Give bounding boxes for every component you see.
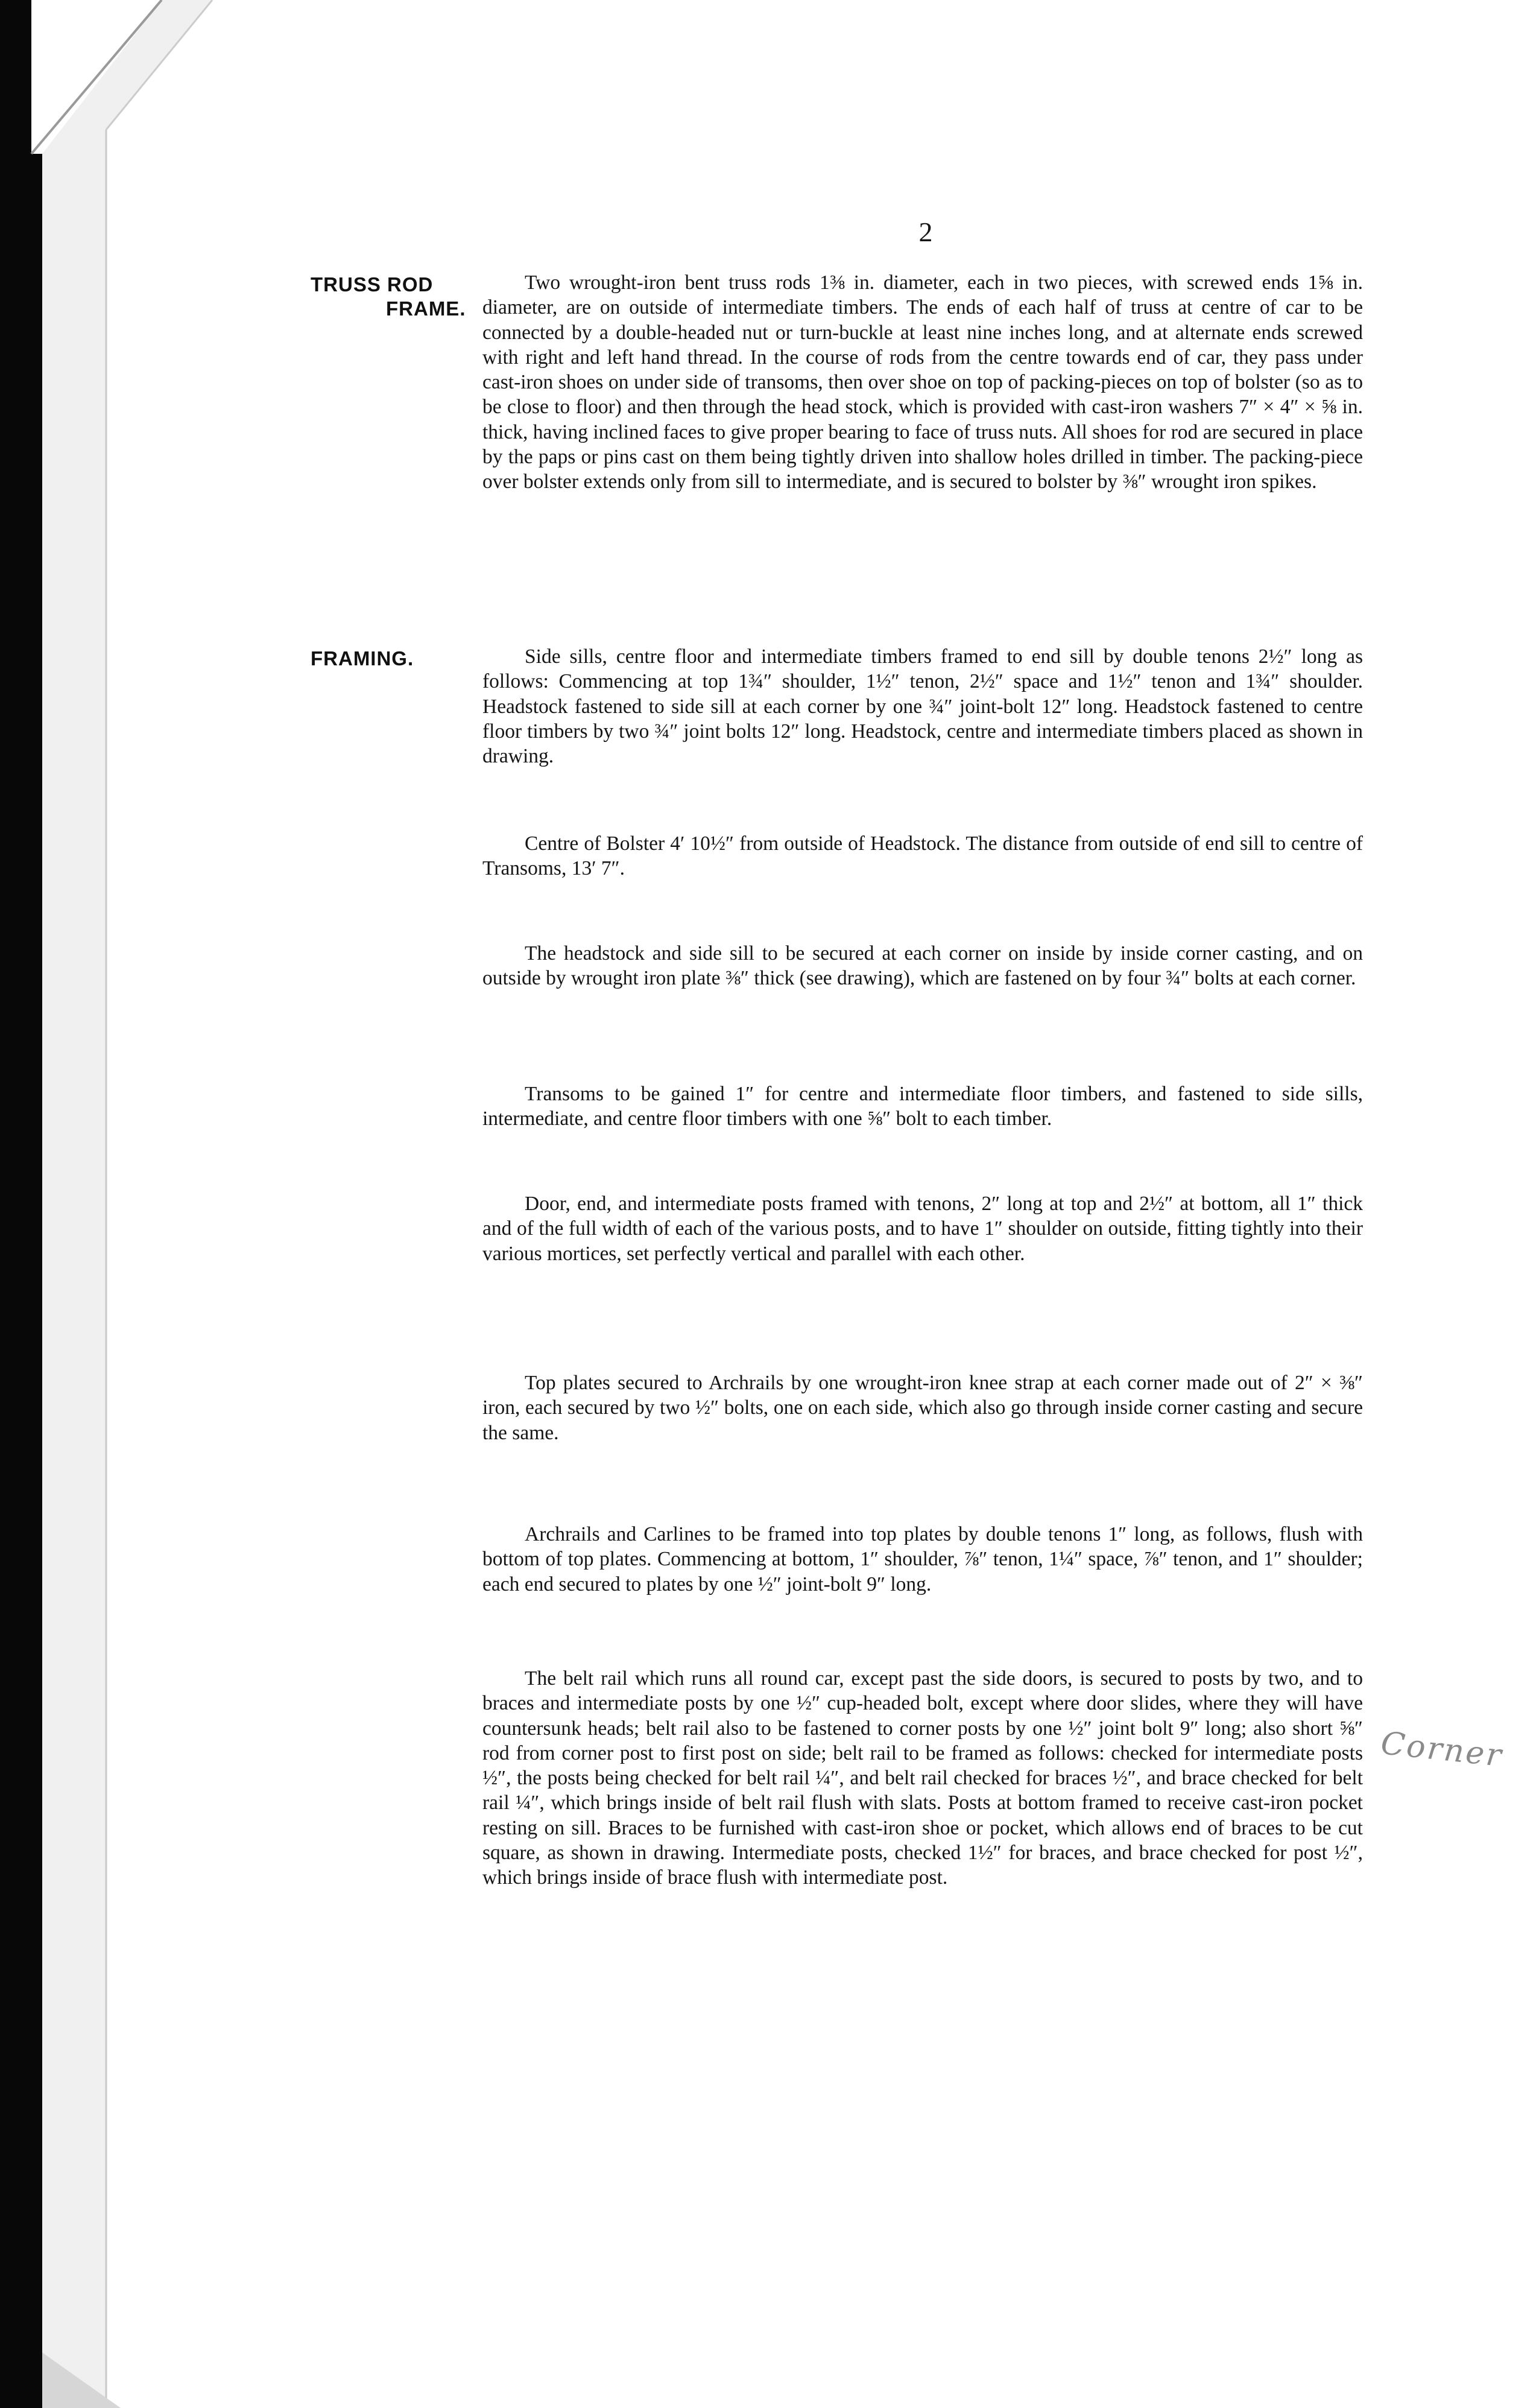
paragraph-text: Side sills, centre floor and intermediate timbers framed to end sill by double tenons 2½″ long as follows: Commencing at top 1¾″ shoulder, 1½″ tenon, 2½″ space and 1½″ tenon and 1¾″ shoulder. Headstock fastened to side sill at each corner by one ¾″ joint-bolt 12″ long. Headstock fastened to centre floor timbers by two ¾″ joint bolts 12″ long. Headstock, centre and intermediate timbers placed as shown in drawing.	[482, 645, 1363, 768]
heading-framing	[311, 647, 473, 671]
paragraph-truss-rod	[482, 270, 1363, 495]
paragraph-posts	[482, 1191, 1363, 1266]
paragraph-text: Door, end, and intermediate posts framed with tenons, 2″ long at top and 2½″ at bottom, all 1″ thick and of the full width of each of the various posts, and to have 1″ shoulder on outside, fitting tightly into their various mortices, set perfectly vertical and parallel with each other.	[482, 1193, 1363, 1265]
paragraph-text: Transoms to be gained 1″ for centre and intermediate floor timbers, and fastened to side sills, intermediate, and centre floor timbers with one ⅝″ bolt to each timber.	[482, 1083, 1363, 1130]
paragraph-belt-rail	[482, 1666, 1363, 1890]
paragraph-text: The belt rail which runs all round car, except past the side doors, is secured to posts by two, and to braces and intermediate posts by one ½″ cup-headed bolt, except where door slides, where they will have countersunk heads; belt rail also to be fastened to corner posts by one ½″ joint bolt 9″ long; also short ⅝″ rod from corner post to first post on side; belt rail to be framed as follows: checked for intermediate posts ½″, the posts being checked for belt rail ¼″, and belt rail checked for braces ½″, and brace checked for belt rail ¼″, which brings inside of belt rail flush with slats. Posts at bottom framed to receive cast-iron pocket resting on sill. Braces to be furnished with cast-iron shoe or pocket, which allows end of braces to be cut square, as shown in drawing. Intermediate posts, checked 1½″ for braces, and brace checked for post ½″, which brings inside of brace flush with intermediate post.	[482, 1667, 1363, 1889]
paragraph-bolster	[482, 831, 1363, 881]
heading-truss-rod-frame	[311, 273, 473, 321]
heading-line1: TRUSS ROD	[311, 273, 434, 296]
paragraph-top-plates	[482, 1370, 1363, 1445]
paragraph-text: Two wrought-iron bent truss rods 1⅜ in. diameter, each in two pieces, with screwed ends 1⅝ in. diameter, are on outside of intermediate timbers. The ends of each half of truss at centre of car to be connected by a double-headed nut or turn-buckle at least nine inches long, and at alternate ends screwed with right and left hand thread. In the course of rods from the centre towards end of car, they pass under cast-iron shoes on under side of transoms, then over shoe on top of packing-pieces on top of bolster (so as to be close to floor) and then through the head stock, which is provided with cast-iron washers 7″ × 4″ × ⅝ in. thick, having inclined faces to give proper bearing to face of truss nuts. All shoes for rod are secured in place by the paps or pins cast on them being tightly driven into shallow holes drilled in timber. The packing-piece over bolster extends only from sill to intermediate, and is secured to bolster by ⅜″ wrought iron spikes.	[482, 271, 1363, 493]
paragraph-side-sills	[482, 644, 1363, 768]
heading-line1: FRAMING.	[311, 647, 414, 670]
handwritten-margin-note: Corner	[1379, 1725, 1505, 1775]
paragraph-text: Archrails and Carlines to be framed into top plates by double tenons 1″ long, as follows, flush with bottom of top plates. Commencing at bottom, 1″ shoulder, ⅞″ tenon, 1¼″ space, ⅞″ tenon, and 1″ shoulder; each end secured to plates by one ½″ joint-bolt 9″ long.	[482, 1523, 1363, 1595]
paragraph-text: Centre of Bolster 4′ 10½″ from outside of Headstock. The distance from outside of end sill to centre of Transoms, 13′ 7″.	[482, 832, 1363, 880]
left-dark-border	[0, 0, 42, 2408]
paragraph-text: The headstock and side sill to be secured at each corner on inside by inside corner casting, and on outside by wrought iron plate ⅜″ thick (see drawing), which are fastened on by four ¾″ bolts at each corner.	[482, 942, 1363, 990]
paragraph-transoms	[482, 1082, 1363, 1132]
page-number: 2	[918, 217, 933, 247]
paragraph-archrails	[482, 1522, 1363, 1597]
paragraph-text: Top plates secured to Archrails by one wrought-iron knee strap at each corner made out of 2″ × ⅜″ iron, each secured by two ½″ bolts, one on each side, which also go through inside corner casting and secure the same.	[482, 1372, 1363, 1444]
paragraph-headstock	[482, 941, 1363, 991]
heading-line2: FRAME.	[386, 297, 466, 320]
